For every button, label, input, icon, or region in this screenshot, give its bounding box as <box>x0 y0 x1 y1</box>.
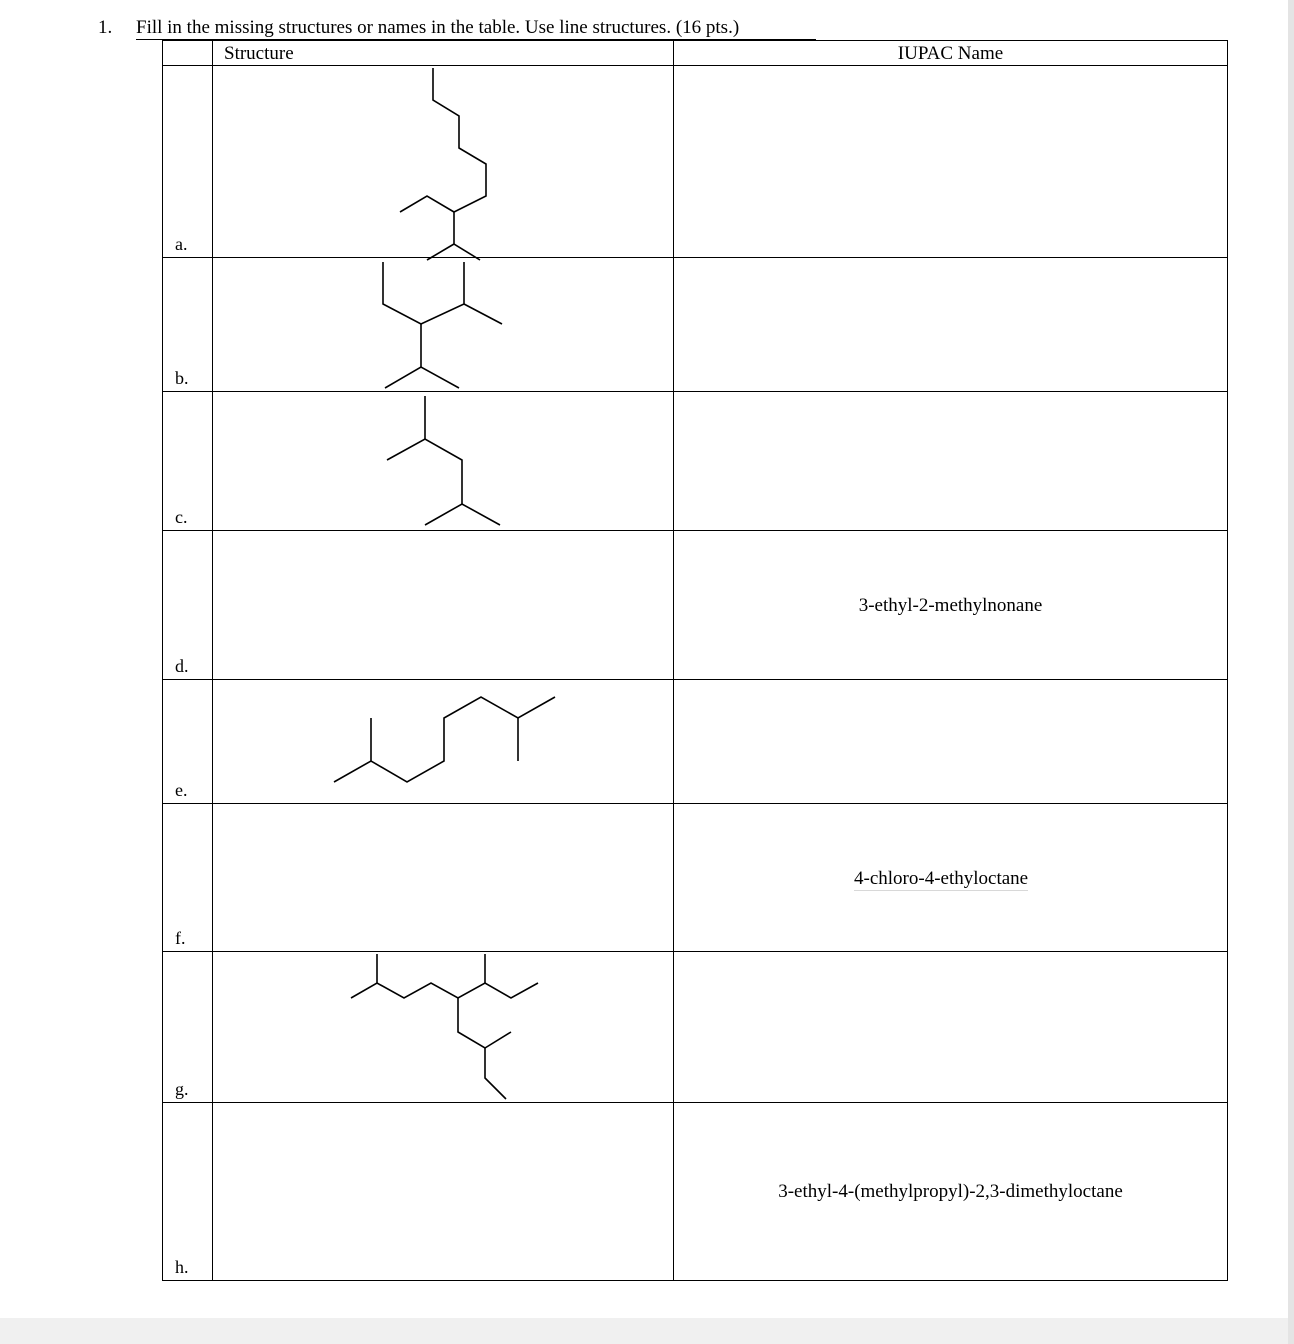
row-label-cell <box>163 804 213 952</box>
line-structure-e <box>213 680 674 804</box>
iupac-name: 3-ethyl-2-methylnonane <box>858 595 1043 616</box>
header-structure-cell <box>213 41 674 66</box>
line-structure-a <box>213 66 674 258</box>
row-label-cell <box>163 258 213 392</box>
structure-cell <box>213 392 674 531</box>
table-row <box>163 531 1228 680</box>
name-cell <box>674 1103 1228 1281</box>
viewer-edge <box>1288 0 1294 1344</box>
row-label-cell <box>163 680 213 804</box>
structure-cell <box>213 952 674 1103</box>
worksheet-table <box>162 40 1228 1281</box>
table-row <box>163 952 1228 1103</box>
row-label-cell <box>163 1103 213 1281</box>
header-label-cell <box>163 41 213 66</box>
structure-cell <box>213 258 674 392</box>
question-number: 1. <box>98 17 113 38</box>
name-cell <box>674 531 1228 680</box>
iupac-name: 4-chloro-4-ethyloctane <box>854 868 1029 889</box>
row-label: g. <box>175 1079 189 1099</box>
name-cell[interactable] <box>674 952 1228 1103</box>
name-cell <box>674 804 1228 952</box>
row-label-cell <box>163 952 213 1103</box>
structure-cell[interactable] <box>213 531 674 680</box>
structure-cell <box>213 66 674 258</box>
question-text: Fill in the missing structures or names in the table. Use line structures. (16 pts.) <box>136 17 740 38</box>
row-label-cell <box>163 531 213 680</box>
name-cell[interactable] <box>674 392 1228 531</box>
structure-cell <box>213 680 674 804</box>
header-structure: Structure <box>224 43 294 64</box>
line-structure-c <box>213 392 674 531</box>
row-label: a. <box>175 234 188 254</box>
name-cell[interactable] <box>674 66 1228 258</box>
row-label-cell <box>163 66 213 258</box>
structure-cell[interactable] <box>213 1103 674 1281</box>
structure-cell[interactable] <box>213 804 674 952</box>
name-cell[interactable] <box>674 680 1228 804</box>
row-label-cell <box>163 392 213 531</box>
line-structure-g <box>213 952 674 1103</box>
name-cell[interactable] <box>674 258 1228 392</box>
row-label: e. <box>175 780 188 800</box>
iupac-name: 3-ethyl-4-(methylpropyl)-2,3-dimethyloctane <box>778 1181 1123 1202</box>
line-structure-b <box>213 258 674 392</box>
header-iupac-name: IUPAC Name <box>897 43 1004 64</box>
header-name-cell <box>674 41 1228 66</box>
row-label: f. <box>175 928 186 948</box>
row-label: b. <box>175 368 189 388</box>
table-row <box>163 258 1228 392</box>
table-row <box>163 392 1228 531</box>
table-row <box>163 1103 1228 1281</box>
table-row <box>163 66 1228 258</box>
table-row <box>163 804 1228 952</box>
row-label: c. <box>175 507 188 527</box>
row-label: d. <box>175 656 189 676</box>
table-row <box>163 680 1228 804</box>
row-label: h. <box>175 1257 189 1277</box>
table-header-row <box>163 41 1228 66</box>
